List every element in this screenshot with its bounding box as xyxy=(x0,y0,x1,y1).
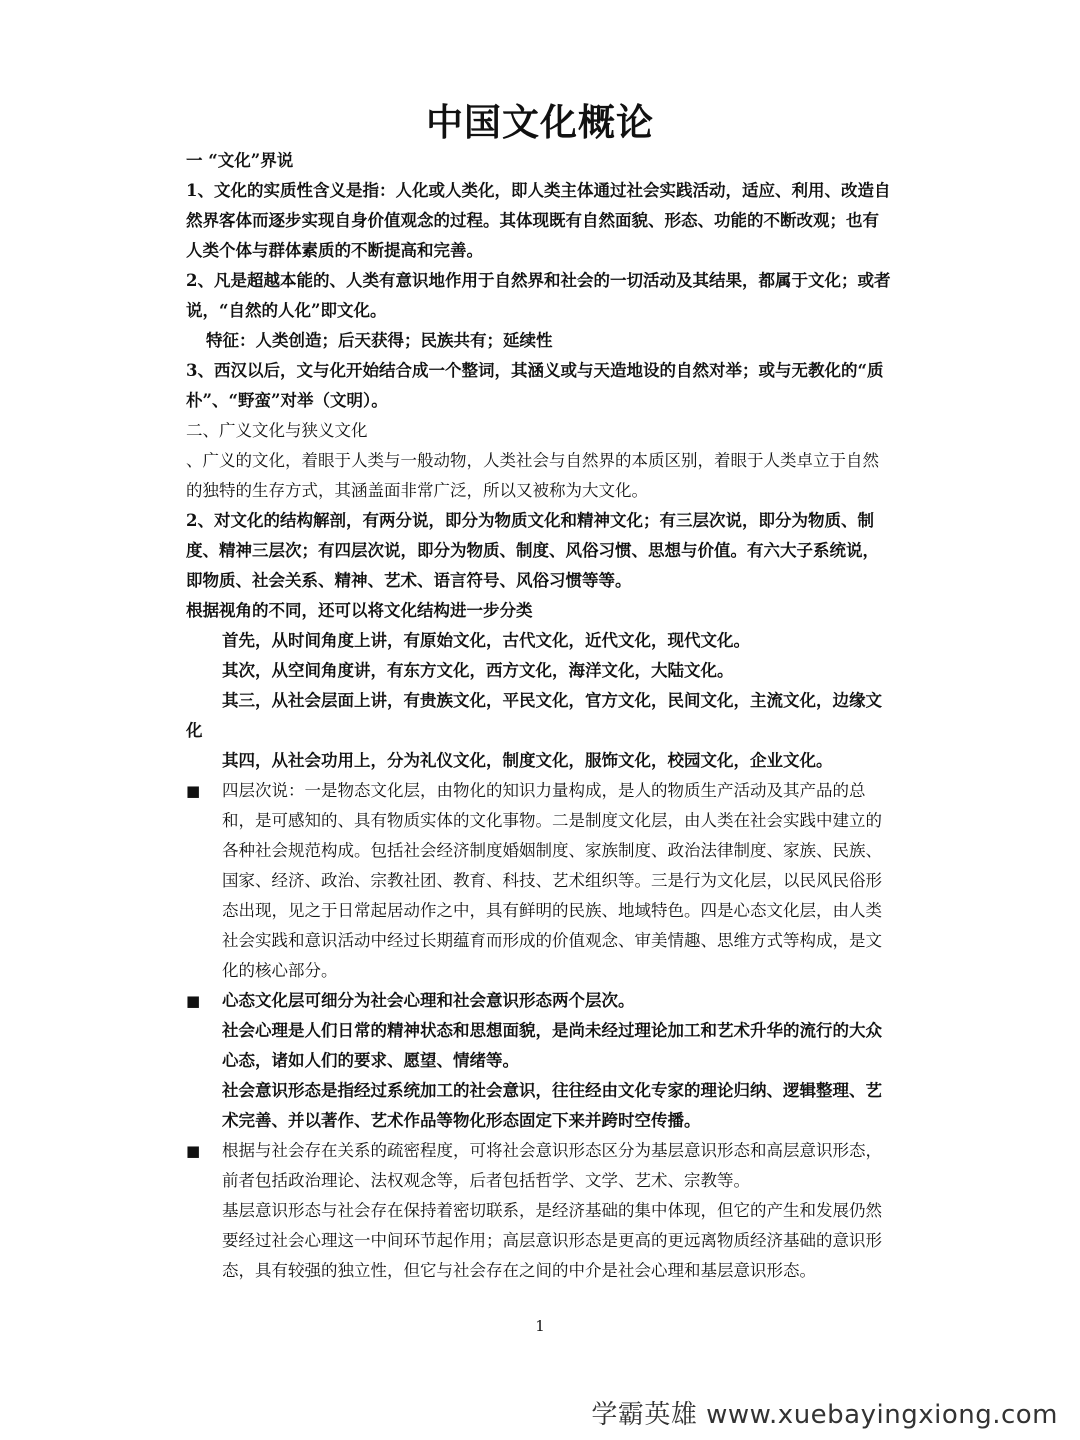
bullet-paragraph: 基层意识形态与社会存在保持着密切联系，是经济基础的集中体现，但它的产生和发展仍然要经过社会心理这一中间环节起作用；高层意识形态是更高的更远离物质经济基础的意识形态，具有较强的独立性，但它与社会存在之间的中介是社会心理和基层意识形态。 xyxy=(222,1201,882,1280)
bullet-item-3 xyxy=(186,1136,891,1286)
bullet-paragraph: 社会心理是人们日常的精神状态和思想面貌，是尚未经过理论加工和艺术升华的流行的大众心态，诸如人们的要求、愿望、情绪等。 xyxy=(222,1021,882,1070)
paragraph-1: 1、文化的实质性含义是指：人化或人类化，即人类主体通过社会实践活动，适应、利用、改造自然界客体而逐步实现自身价值观念的过程。其体现既有自然面貌、形态、功能的不断改观；也有人类个体与群体素质的不断提高和完善。 xyxy=(186,181,891,260)
watermark: 学霸英雄 www.xuebayingxiong.com xyxy=(591,1400,1058,1430)
bullet-paragraph: 社会意识形态是指经过系统加工的社会意识，往往经由文化专家的理论归纳、逻辑整理、艺术完善、并以著作、艺术作品等物化形态固定下来并跨时空传播。 xyxy=(222,1081,882,1130)
bullet-heading: 根据与社会存在关系的疏密程度，可将社会意识形态区分为基层意识形态和高层意识形态，前者包括政治理论、法权观念等，后者包括哲学、文学、艺术、宗教等。 xyxy=(222,1141,882,1190)
page-title: 中国文化概论 xyxy=(426,101,654,144)
document-body xyxy=(186,146,891,1286)
classification-function: 其四，从社会功用上，分为礼仪文化，制度文化，服饰文化，校园文化，企业文化。 xyxy=(222,751,833,770)
paragraph-2: 2、凡是超越本能的、人类有意识地作用于自然界和社会的一切活动及其结果，都属于文化；或者说，“自然的人化”即文化。 xyxy=(186,271,891,320)
section-heading-2: 二、广义文化与狭义文化 xyxy=(186,421,368,440)
bullet-square-icon: ■ xyxy=(186,1142,201,1160)
classification-space: 其次，从空间角度讲，有东方文化，西方文化，海洋文化，大陆文化。 xyxy=(222,661,734,680)
bullet-text: 四层次说：一是物态文化层，由物化的知识力量构成，是人的物质生产活动及其产品的总和，是可感知的、具有物质实体的文化事物。二是制度文化层，由人类在社会实践中建立的各种社会规范构成。包括社会经济制度婚姻制度、家族制度、政治法律制度、家族、民族、国家、经济、政治、宗教社团、教育、科技、艺术组织等。三是行为文化层，以民风民俗形态出现，见之于日常起居动作之中，具有鲜明的民族、地域特色。四是心态文化层，由人类社会实践和意识活动中经过长期蕴育而形成的价值观念、审美情趣、思维方式等构成，是文化的核心部分。 xyxy=(222,781,882,980)
classification-society: 其三，从社会层面上讲，有贵族文化，平民文化，官方文化，民间文化，主流文化，边缘文化 xyxy=(186,691,882,740)
bullet-item-1 xyxy=(186,776,891,986)
bullet-item-2 xyxy=(186,986,891,1136)
paragraph-5: 2、对文化的结构解剖，有两分说，即分为物质文化和精神文化；有三层次说，即分为物质、制度、精神三层次；有四层次说，即分为物质、制度、风俗习惯、思想与价值。有六大子系统说，即物质、社会关系、精神、艺术、语言符号、风俗习惯等等。 xyxy=(186,511,879,590)
paragraph-4: 、广义的文化，着眼于人类与一般动物，人类社会与自然界的本质区别，着眼于人类卓立于自然的独特的生存方式，其涵盖面非常广泛，所以又被称为大文化。 xyxy=(186,451,879,500)
classification-time: 首先，从时间角度上讲，有原始文化，古代文化，近代文化，现代文化。 xyxy=(222,631,750,650)
features-line: 特征：人类创造；后天获得；民族共有；延续性 xyxy=(206,331,553,350)
bullet-square-icon: ■ xyxy=(186,782,201,800)
bullet-heading: 心态文化层可细分为社会心理和社会意识形态两个层次。 xyxy=(222,991,635,1010)
section-heading-1: 一 “文化”界说 xyxy=(186,151,294,170)
page-number: 1 xyxy=(535,1317,545,1335)
paragraph-3: 3、西汉以后，文与化开始结合成一个整词，其涵义或与天造地设的自然对举；或与无教化的“质朴”、“野蛮”对举（文明）。 xyxy=(186,361,884,410)
bullet-square-icon: ■ xyxy=(186,992,201,1010)
paragraph-6: 根据视角的不同，还可以将文化结构进一步分类 xyxy=(186,601,533,620)
